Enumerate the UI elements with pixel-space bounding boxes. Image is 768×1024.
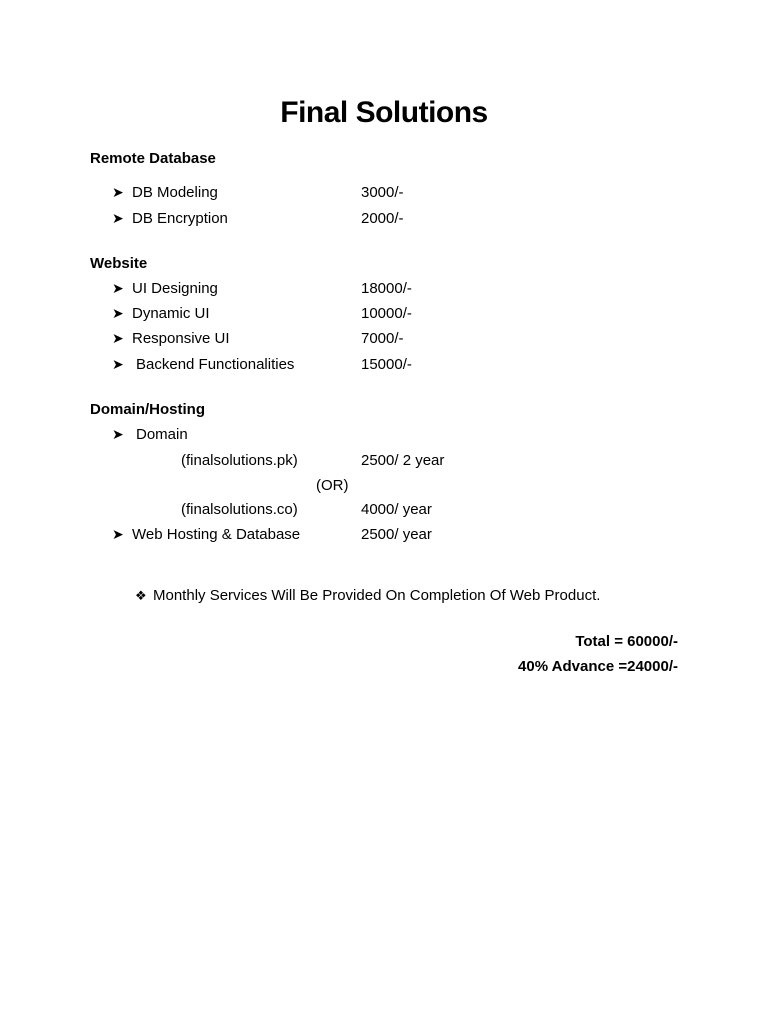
item-label: Dynamic UI: [132, 305, 210, 322]
services-note-text: Monthly Services Will Be Provided On Completion Of Web Product.: [153, 587, 601, 604]
services-note: [135, 587, 600, 604]
page-title: Final Solutions: [280, 96, 488, 129]
domain-option-label: (finalsolutions.pk): [181, 452, 298, 469]
item-price: 15000/-: [361, 356, 412, 373]
item-price: 18000/-: [361, 280, 412, 297]
arrow-bullet-icon: ➤: [112, 184, 124, 200]
total-amount: Total = 60000/-: [575, 633, 678, 650]
item-label: DB Encryption: [132, 210, 228, 227]
diamond-bullet-icon: ❖: [135, 588, 147, 603]
item-price: 2500/ 2 year: [361, 452, 445, 469]
section-heading-remote-database: Remote Database: [90, 150, 216, 167]
arrow-bullet-icon: ➤: [112, 356, 124, 372]
item-price: 2000/-: [361, 210, 404, 227]
item-price: 4000/ year: [361, 501, 432, 518]
item-label: Domain: [136, 426, 188, 443]
item-label: Web Hosting & Database: [132, 526, 301, 543]
item-price: 3000/-: [361, 184, 404, 201]
item-label: Backend Functionalities: [136, 356, 295, 373]
item-price: 10000/-: [361, 305, 412, 322]
domain-option-label: (finalsolutions.co): [181, 501, 298, 518]
arrow-bullet-icon: ➤: [112, 426, 124, 442]
arrow-bullet-icon: ➤: [112, 210, 124, 226]
arrow-bullet-icon: ➤: [112, 526, 124, 542]
arrow-bullet-icon: ➤: [112, 305, 124, 321]
item-label: Responsive UI: [132, 330, 230, 347]
item-label: UI Designing: [132, 280, 218, 297]
item-price: 2500/ year: [361, 526, 432, 543]
arrow-bullet-icon: ➤: [112, 280, 124, 296]
arrow-bullet-icon: ➤: [112, 330, 124, 346]
section-heading-website: Website: [90, 255, 148, 272]
advance-amount: 40% Advance =24000/-: [518, 658, 678, 675]
item-price: 7000/-: [361, 330, 404, 347]
section-heading-domain-hosting: Domain/Hosting: [90, 401, 205, 418]
item-label: DB Modeling: [132, 184, 218, 201]
or-separator: (OR): [316, 477, 349, 494]
